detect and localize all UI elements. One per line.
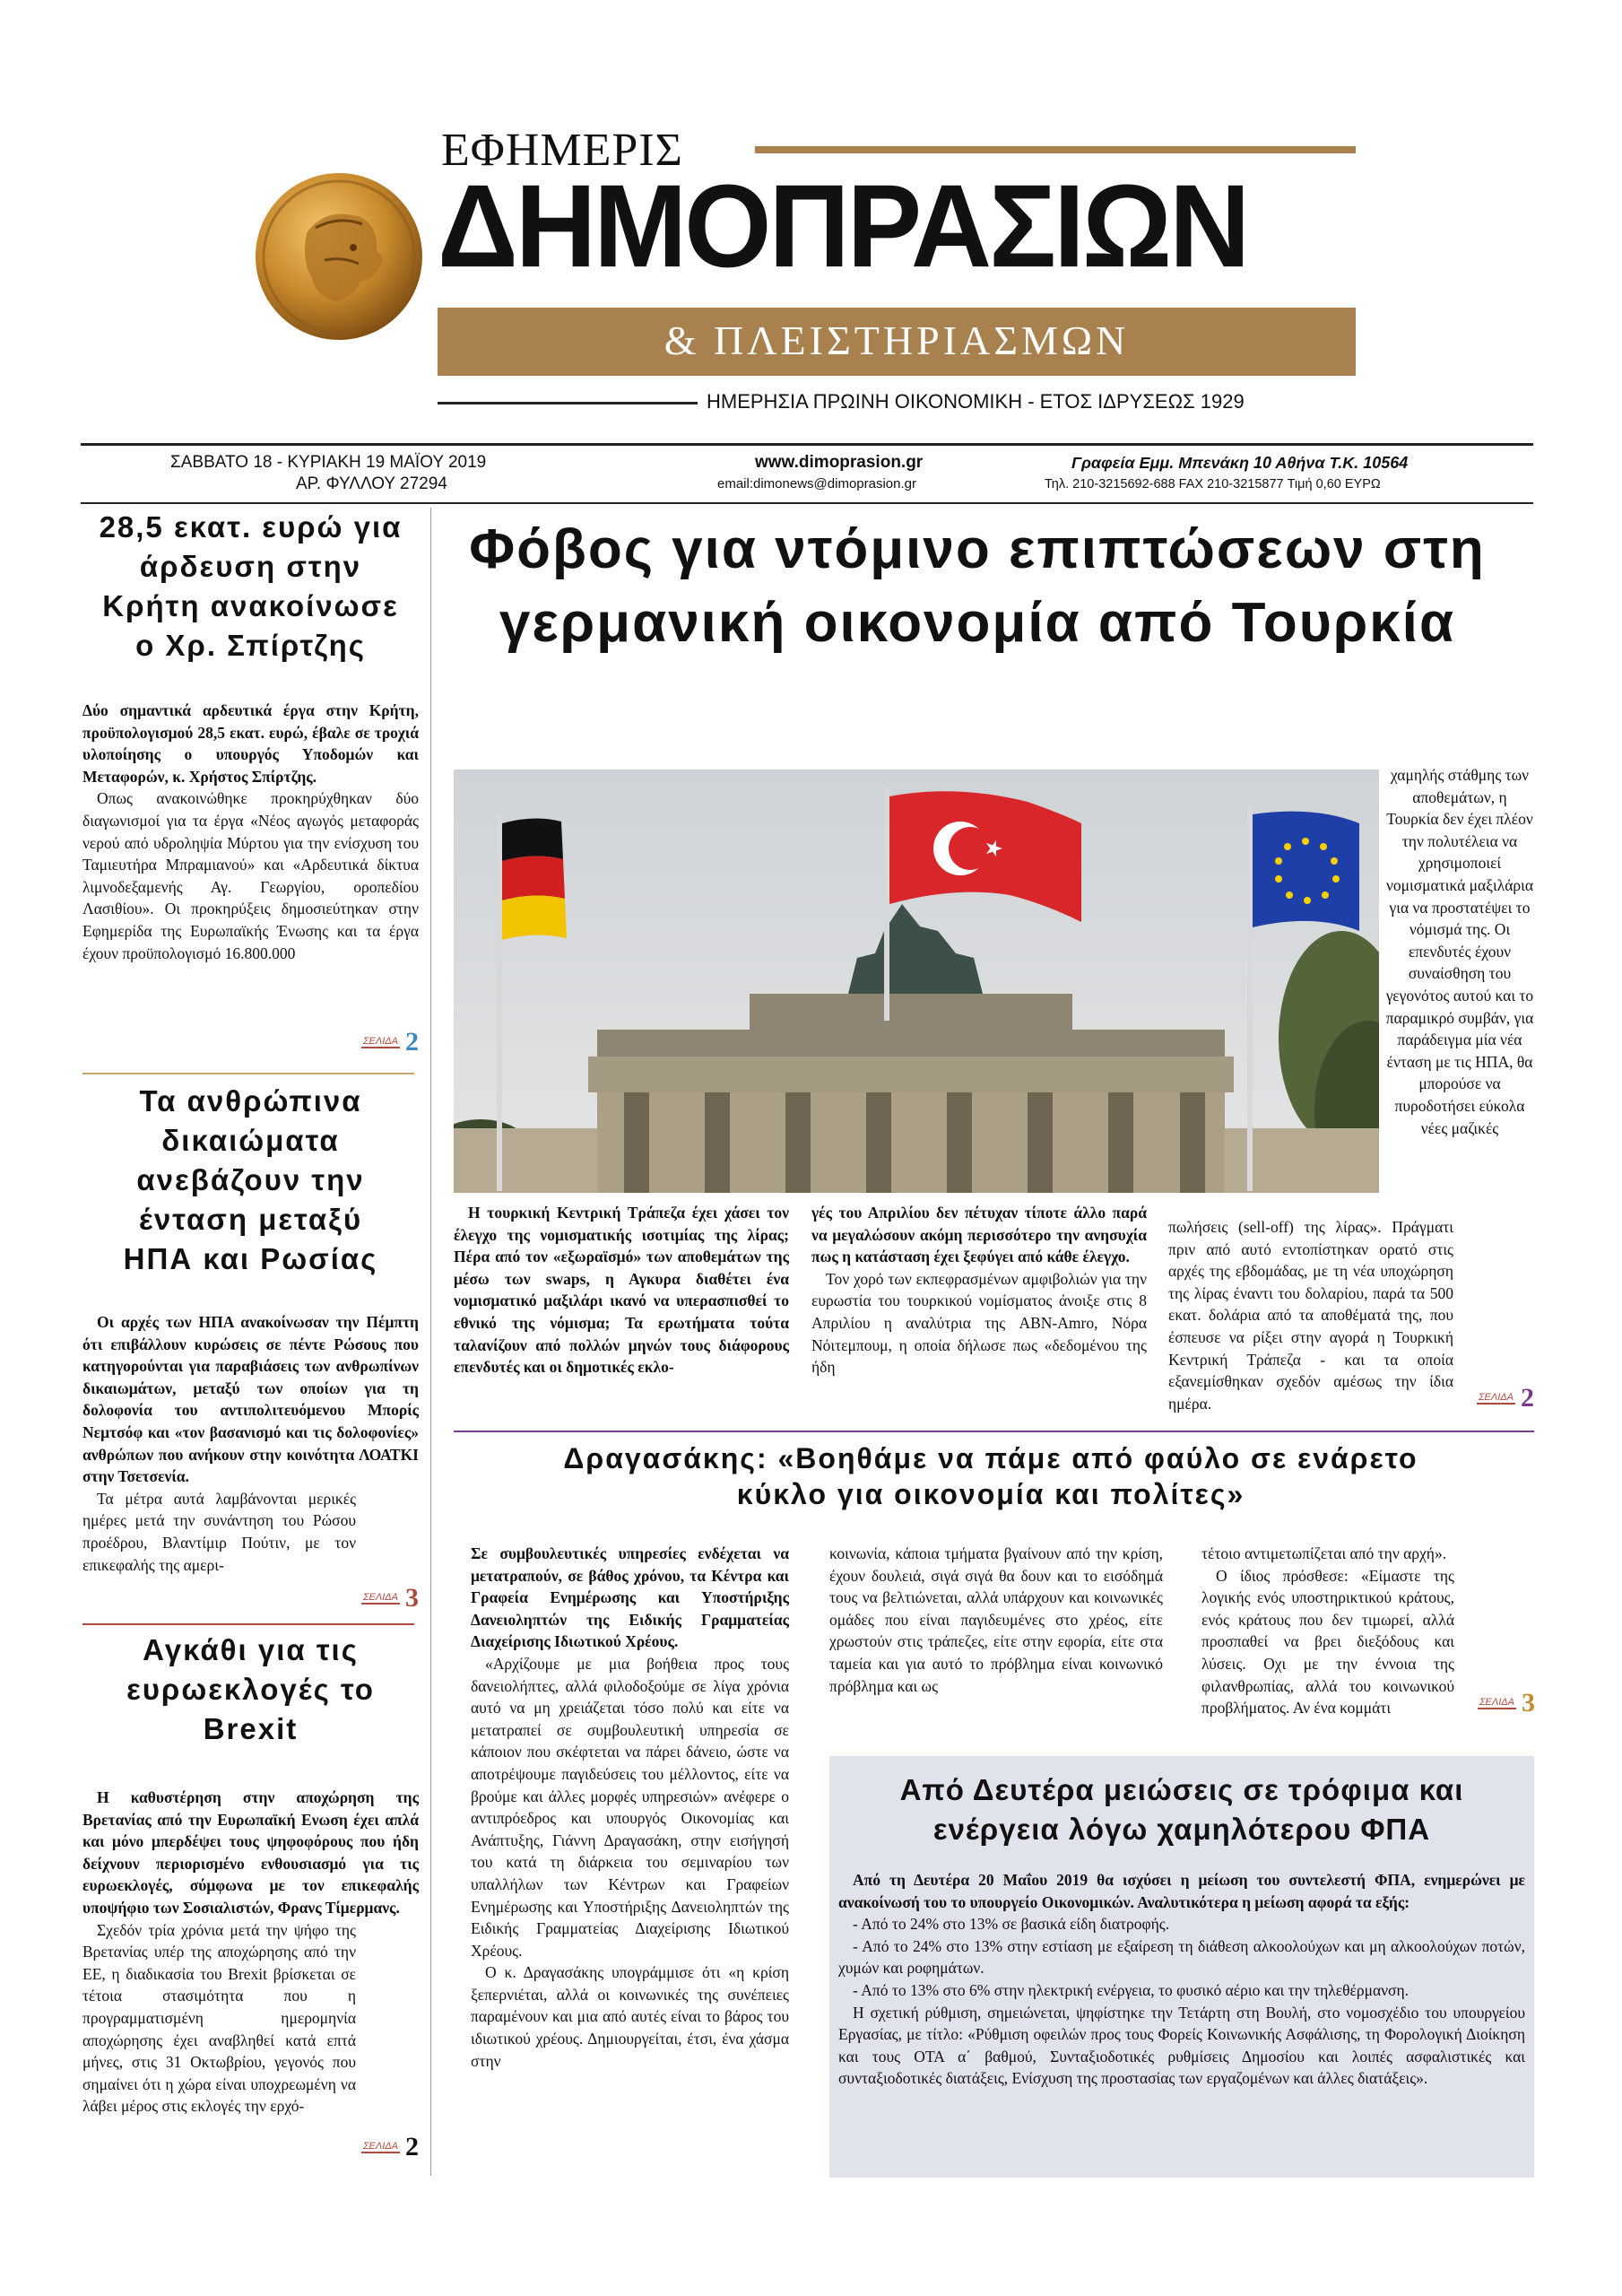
article-body: Τα μέτρα αυτά λαμβάνονται μερικές ημέρες μετά την συνάντηση του Ρώσου προέδρου, Βλαντίμιρ Πούτιν, με τον επικεφαλής της αμερι- bbox=[82, 1489, 356, 1574]
continue-marker[interactable] bbox=[1477, 1383, 1534, 1413]
vat-box bbox=[829, 1756, 1534, 2178]
issue-date: ΣΑΒΒΑΤΟ 18 - ΚΥΡΙΑΚΗ 19 ΜΑΪΟΥ 2019 bbox=[170, 453, 487, 472]
article-title: 28,5 εκατ. ευρώ για άρδευση στην Κρήτη ανακοίνωσε ο Χρ. Σπίρτζης bbox=[99, 510, 403, 662]
page-tag: ΣΕΛΙΔΑ bbox=[362, 2141, 398, 2152]
dragasakis-body-5: Ο ίδιος πρόσθεσε: «Είμαστε της λογικής ενός υποστηρικτικού κράτους, ενός κράτους που δεν τιμωρεί, αλλά προσπαθεί να βρει διεξόδους και λύσεις. Οχι με την έννοια της φιλανθρωπίας, αλλά του κοινωνικού προβλήματος. Αν ένα κομμάτι bbox=[1201, 1566, 1454, 1718]
dragasakis-body-3: κοινωνία, κάποια τμήματα βγαίνουν από την κρίση, έχουν δουλειά, σιγά σιγά θα δουν και το εισόδημά τους να βελτιώνεται, αλλά υπάρχουν και κοινωνικές ομάδες που είναι παγιδευμένες στο χρέος, είτε χρωστούν στις τράπεζες, είτε στην εφορία, είτε στα ταμεία και για αυτό το πρόβλημα είναι κοινωνικό πρόβλημα και ως bbox=[829, 1544, 1163, 1695]
vat-item: - Από το 13% στο 6% στην ηλεκτρική ενέργεια, το φυσικό αέριο και την τηλεθέρμανση. bbox=[853, 1980, 1409, 1999]
dragasakis-title-2: κύκλο για οικονομία και πολίτες» bbox=[736, 1478, 1245, 1510]
dragasakis-body-4: τέτοιο αντιμετωπίζεται από την αρχή». bbox=[1201, 1544, 1447, 1562]
issue-number: ΑΡ. ΦΥΛΛΟΥ 27294 bbox=[296, 474, 447, 493]
page-number: 2 bbox=[405, 1027, 419, 1057]
article-lead: Δύο σημαντικά αρδευτικά έργα στην Κρήτη, προϋπολογισμού 28,5 εκατ. ευρώ, έβαλε σε τροχιά υλοποίησης ο υπουργός Υποδομών και Μεταφορών, κ. Χρήστος Σπίρτζης. bbox=[82, 701, 419, 786]
masthead-top-rule bbox=[755, 146, 1356, 153]
column-divider bbox=[82, 1073, 414, 1074]
vat-title: Από Δευτέρα μειώσεις σε τρόφιμα και ενέργεια λόγω χαμηλότερου ΦΠΑ bbox=[899, 1773, 1464, 1846]
page-tag: ΣΕΛΙΔΑ bbox=[362, 1036, 398, 1047]
dragasakis-col-3 bbox=[1201, 1543, 1535, 1719]
main-col2-body: Τον χορό των εκπεφρασμένων αμφιβολιών για την ευρωστία του τουρκικού νομίσματος άνοιξε στις 8 Απριλίου η αναλύτρια της ABN-Amro, Νόρα Νόιτεμπουμ, η οποία δήλωσε πως «δεδομένου της ήδη bbox=[811, 1269, 1147, 1377]
main-col-1 bbox=[454, 1202, 789, 1378]
masthead bbox=[0, 0, 1622, 448]
main-col-2 bbox=[811, 1202, 1147, 1378]
info-rule-bottom bbox=[81, 502, 1533, 504]
phones-price: Τηλ. 210-3215692-688 FAX 210-3215877 Τιμή 0,60 ΕΥΡΩ bbox=[1045, 477, 1381, 491]
main-col3-bottom-text: πωλήσεις (sell-off) της λίρας». Πράγματι πριν από αυτό εντοπίστηκαν ορατό στις αρχές της εβδομάδας, με τη νέα υποχώρηση της λίρας έναντι του δολαρίου, παρά τα 500 εκατ. δολάρια από τα αποθέματά της, που έσπευσε να ρίξει στην αγορά η Τουρκική Κεντρική Τράπεζα - και τα οποία εξανεμίσθηκαν σχεδόν αμέσως την ίδια ημέρα. bbox=[1168, 1218, 1453, 1413]
tagline: ΗΜΕΡΗΣΙΑ ΠΡΩΙΝΗ ΟΙΚΟΝΟΜΙΚΗ - ΕΤΟΣ ΙΔΡΥΣΕΩΣ 1929 bbox=[707, 390, 1245, 413]
page-number: 2 bbox=[405, 2132, 419, 2161]
article-brexit bbox=[82, 1631, 419, 2187]
masthead-top: ΕΦΗΜΕΡΙΣ bbox=[441, 125, 683, 176]
office-address: Γραφεία Εμμ. Μπενάκη 10 Αθήνα Τ.Κ. 10564 bbox=[1071, 454, 1409, 472]
article-title: Αγκάθι για τις ευρωεκλογές το Brexit bbox=[126, 1633, 375, 1745]
page-tag: ΣΕΛΙΔΑ bbox=[1479, 1696, 1514, 1708]
main-col2-lead: γές του Απριλίου δεν πέτυχαν τίποτε άλλο παρά να μεγαλώσουν ακόμη περισσότερο την ανησυχία πως η κατάσταση έχει ξεφύγει από κάθε έλεγχο. bbox=[811, 1204, 1147, 1266]
vertical-rule bbox=[430, 508, 431, 2176]
main-col-3-top bbox=[1385, 764, 1534, 1139]
continue-marker[interactable] bbox=[1478, 1687, 1535, 1718]
tagline-rule bbox=[438, 402, 698, 404]
continue-marker[interactable] bbox=[361, 1583, 419, 1613]
continue-marker[interactable] bbox=[361, 1027, 419, 1057]
page-number: 3 bbox=[1522, 1687, 1535, 1718]
main-col3-top-text: χαμηλής στάθμης των αποθεμάτων, η Τουρκία δεν έχει πλέον την πολυτέλεια να χρησιμοποιεί νομισματικά μαξιλάρια για να προστατέψει το νόμισμά της. Οι επενδυτές έχουν συναίσθηση του γεγονότος αυτού και το παραμικρό συμβάν, για παράδειγμα μία νέα ένταση με τις ΗΠΑ, θα μπορούσε να πυροδοτήσει εύκολα νέες μαζικές bbox=[1385, 766, 1534, 1137]
dragasakis-title-1: Δραγασάκης: «Βοηθάμε να πάμε από φαύλο σε ενάρετο bbox=[563, 1442, 1418, 1474]
dragasakis-col-2 bbox=[829, 1543, 1163, 1697]
vat-body: Η σχετική ρύθμιση, σημειώνεται, ψηφίστηκε την Τετάρτη στη Βουλή, στο νομοσχέδιο του υπουργείου Εργασίας, με τίτλο: «Ρύθμιση οφειλών προς τους Φορείς Κοινωνικής Ασφάλισης, τη Φορολογική Διοίκηση και τους ΟΤΑ α΄ βαθμού, Συνταξιοδοτικές ρυθμίσεις Δημοσίου και λοιπές ασφαλιστικές και συνταξιοδοτικές διατάξεις, Ενίσχυση της προστασίας των εργαζομένων και άλλες διατάξεις». bbox=[838, 2003, 1525, 2088]
continue-marker[interactable] bbox=[361, 2132, 419, 2161]
article-lead: Οι αρχές των ΗΠΑ ανακοίνωσαν την Πέμπτη ότι επιβάλλουν κυρώσεις σε πέντε Ρώσους που κατηγορούνται για παραβιάσεις των ανθρωπίνων δικαιωμάτων, μεταξύ των οποίων για τη δολοφονία του αντιπολιτευόμενου Μπορίς Νεμτσόφ και «τον βασανισμό και τις δολοφονίες» ανθρώπων που ανήκουν στην κοινότητα ΛΟΑΤΚΙ στην Τσετσενία. bbox=[82, 1313, 419, 1486]
article-title: Τα ανθρώπινα δικαιώματα ανεβάζουν την ένταση μεταξύ ΗΠΑ και Ρωσίας bbox=[123, 1084, 378, 1275]
article-body: Οπως ανακοινώθηκε προκηρύχθηκαν δύο διαγωνισμοί για τα έργα «Νέος αγωγός μεταφοράς νερού από υδροληψία Μύρτου για την ενίσχυση του Ταμιευτήρα Μπραμιανού» και «Αρδευτικά δίκτυα λιμνοδεξαμενής Αγ. Γεωργίου, οροπεδίου Λασιθίου». Οι προκηρύξεις δημοσιεύτηκαν στην Εφημερίδα της Ευρωπαϊκής Ένωσης και τα έργα έχουν προϋπολογισμό 16.800.000 bbox=[82, 789, 419, 962]
page-number: 2 bbox=[1521, 1383, 1534, 1413]
main-col1-text: Η τουρκική Κεντρική Τράπεζα έχει χάσει τον έλεγχο της νομισματικής ισοτιμίας της λίρας; Πέρα από τον «εξωραϊσμό» των αποθεμάτων της μέσω των swaps, η Αγκυρα διαθέτει ένα νομισματικό μαξιλάρι ικανό να υπερασπισθεί το εθνικό της νόμισμα; Τα ερωτήματα τούτα ταλανίζουν από πολλών μηνών τους διάφορους επενδυτές και οι δημοτικές εκλο- bbox=[454, 1204, 789, 1377]
vat-item: - Από το 24% στο 13% σε βασικά είδη διατροφής. bbox=[853, 1915, 1170, 1934]
article-human-rights bbox=[82, 1082, 419, 1620]
vat-item: - Από το 24% στο 13% στην εστίαση με εξαίρεση τη διάθεση αλκοολούχων και μη αλκοολούχων ποτών, χυμών και ροφημάτων. bbox=[838, 1936, 1525, 1978]
main-story-rule bbox=[454, 1431, 1534, 1432]
website-link[interactable]: www.dimoprasion.gr bbox=[755, 453, 924, 472]
coin-logo bbox=[253, 170, 425, 343]
email-link[interactable]: email:dimonews@dimoprasion.gr bbox=[717, 476, 916, 491]
article-lead: Η καθυστέρηση στην αποχώρηση της Βρετανίας από την Ευρωπαϊκή Ενωση έχει απλά και μόνο μπερδέψει τους ψηφοφόρους που ήδη δείχνουν περιορισμένο ενθουσιασμό για τις ευρωεκλογές, σύμφωνα με τον επικεφαλής υποψήφιο των Σοσιαλιστών, Φρανς Τίμερμανς. bbox=[82, 1788, 419, 1917]
dragasakis-lead: Σε συμβουλευτικές υπηρεσίες ενδέχεται να μετατραπούν, σε βάθος χρόνου, τα Κέντρα και Γραφεία Ενημέρωσης και Υποστήριξης Δανειοληπτών της Ειδικής Γραμματείας Διαχείρισης Ιδιωτικού Χρέους. bbox=[471, 1544, 789, 1651]
column-divider bbox=[82, 1623, 414, 1625]
masthead-sub: & ΠΛΕΙΣΤΗΡΙΑΣΜΩΝ bbox=[664, 317, 1130, 363]
page-number: 3 bbox=[405, 1583, 419, 1613]
vat-lead: Από τη Δευτέρα 20 Μαΐου 2019 θα ισχύσει η μείωση του συντελεστή ΦΠΑ, ενημερώνει με ανακοίνωσή του το υπουργείο Οικονομικών. Αναλυτικότερα η μείωση αφορά τα εξής: bbox=[838, 1871, 1525, 1911]
main-headline: Φόβος για ντόμινο επιπτώσεων στη γερμανική οικονομία από Τουρκία bbox=[469, 518, 1486, 654]
dragasakis-body-2: Ο κ. Δραγασάκης υπογράμμισε ότι «η κρίση ξεπερνιέται, αλλά οι κοινωνικές της συνέπειες παραμένουν και μια από αυτές είναι το βάρος του ιδιωτικού χρέους. Δημιουργείται, έτσι, ένα χάσμα στην bbox=[471, 1963, 789, 2070]
page-tag: ΣΕΛΙΔΑ bbox=[362, 1592, 398, 1603]
article-body: Σχεδόν τρία χρόνια μετά την ψήφο της Βρετανίας υπέρ της αποχώρησης από την ΕΕ, η διαδικασία του Brexit βρίσκεται σε τέτοια στασιμότητα που η προγραμματισμένη ημερομηνία αποχώρησης έχει αναβληθεί κατά επτά μήνες, στις 31 Οκτωβρίου, γεγονός που σημαίνει ότι η χώρα είναι υποχρεωμένη να λάβει μέρος στις εκλογές την ερχό- bbox=[82, 1920, 356, 2116]
article-spirtzis bbox=[82, 508, 419, 1082]
dragasakis-col-1 bbox=[471, 1543, 789, 2072]
main-col-3-bottom bbox=[1168, 1216, 1534, 1414]
page-tag: ΣΕΛΙΔΑ bbox=[1478, 1392, 1514, 1404]
info-rule-top bbox=[81, 443, 1533, 446]
main-photo bbox=[454, 770, 1379, 1193]
masthead-main: ΔΗΜΟΠΡΑΣΙΩΝ bbox=[438, 161, 1248, 292]
dragasakis-body-1: «Αρχίζουμε με μια βοήθεια προς τους δανειολήπτες, αλλά φιλοδοξούμε σε λίγα χρόνια αυτό να μη χρειάζεται τόσο πολύ και είτε να μετατραπεί σε συμβουλευτική υπηρεσία σε κάποιον που σκέφτεται να πάρει δάνειο, ώστε να αποτρέψουμε παγιδεύσεις του μέλλοντος, είτε να βρούμε και άλλες μορφές υπηρεσιών» ανέφερε ο αντιπρόεδρος και υπουργός Οικονομίας και Ανάπτυξης, Γιάννη Δραγασάκη, στην εισήγησή του κατά τη διάρκεια του σεμιναρίου των υπαλλήλων των Κέντρων και Γραφείων Ενημέρωσης και Υποστήριξης Δανειοληπτών της Ειδικής Γραμματείας Διαχείρισης Ιδιωτικού Χρέους. bbox=[471, 1654, 789, 1960]
